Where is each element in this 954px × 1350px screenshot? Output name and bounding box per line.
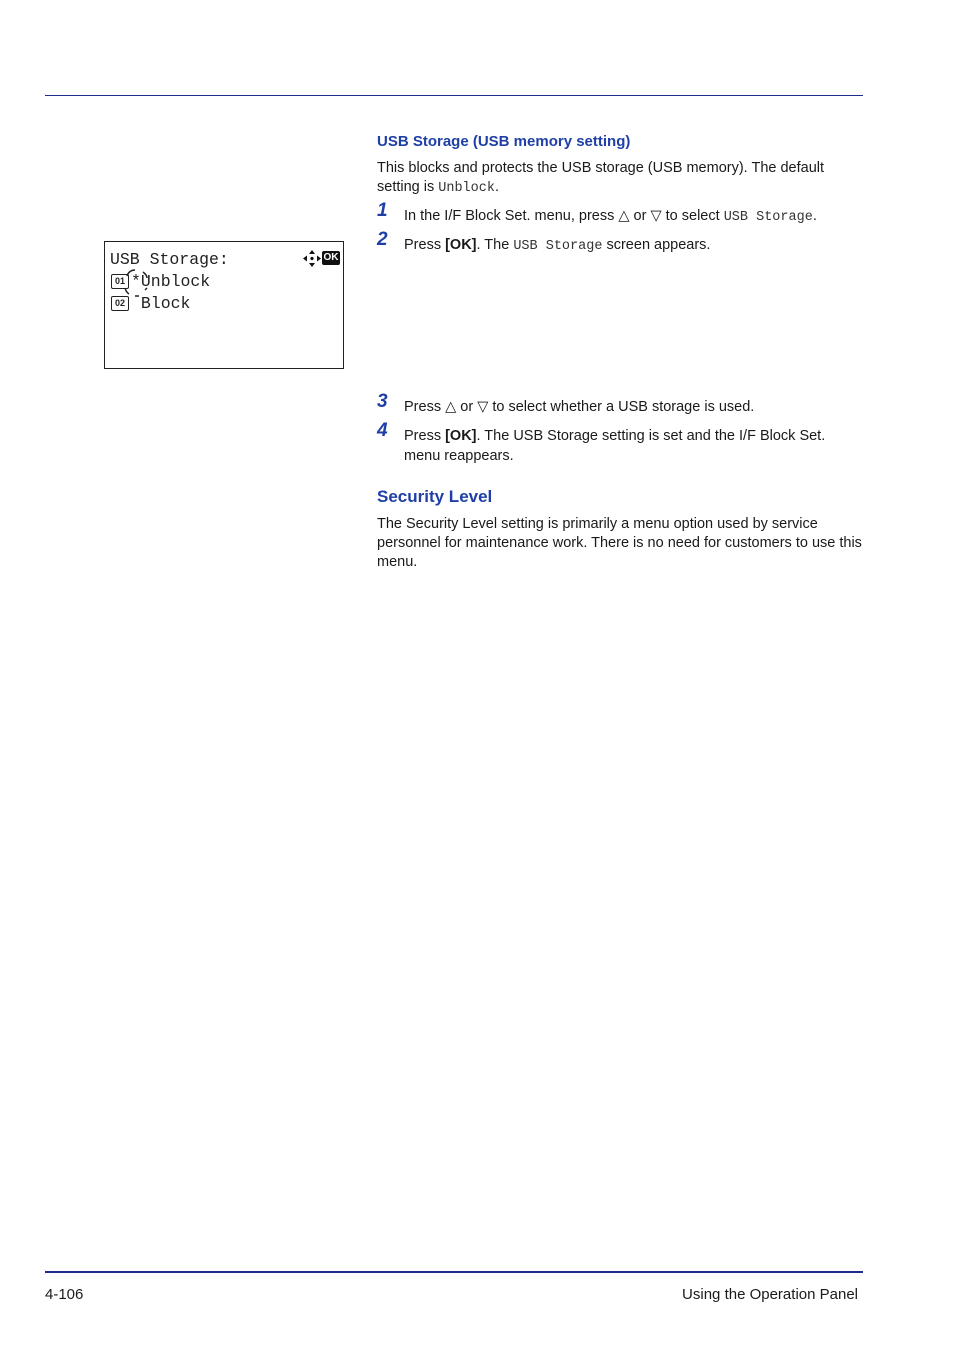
key-02-icon: 02: [111, 296, 129, 311]
step-number: 4: [377, 420, 388, 441]
step-number: 1: [377, 200, 388, 221]
section-heading-usb-storage: USB Storage (USB memory setting): [377, 133, 631, 150]
chapter-title: Using the Operation Panel: [682, 1286, 858, 1303]
display-title: USB Storage:: [110, 250, 229, 269]
security-level-text: The Security Level setting is primarily a menu option used by service personnel for maintenance work. There is no need for customers to use this menu.: [377, 516, 862, 570]
default-value-code: Unblock: [438, 181, 495, 196]
section-heading-security-level: Security Level: [377, 487, 493, 506]
step-text: Press [OK]. The USB Storage screen appears.: [404, 237, 711, 254]
step-text: Press △ or ▽ to select whether a USB storage is used.: [404, 399, 755, 415]
operation-panel-display: [104, 241, 344, 369]
header-rule: [45, 95, 863, 96]
step-number: 2: [377, 229, 388, 250]
step-text: Press [OK]. The USB Storage setting is set and the I/F Block Set. menu reappears.: [404, 428, 826, 464]
dial-cursor-icon: [123, 268, 151, 298]
option-unblock: *Unblock: [131, 272, 211, 291]
footer-rule: [45, 1271, 863, 1273]
option-block: Block: [131, 294, 191, 313]
ok-key-icon: OK: [323, 252, 339, 263]
step-text: In the I/F Block Set. menu, press △ or ▽ to select USB Storage.: [404, 208, 817, 225]
usb-storage-intro: This blocks and protects the USB storage (USB memory). The default setting is Unblock.: [377, 160, 825, 196]
step-number: 3: [377, 391, 388, 412]
key-01-icon: 01: [111, 274, 129, 289]
page-number: 4-106: [45, 1286, 84, 1303]
four-way-nav-icon: [303, 250, 321, 267]
